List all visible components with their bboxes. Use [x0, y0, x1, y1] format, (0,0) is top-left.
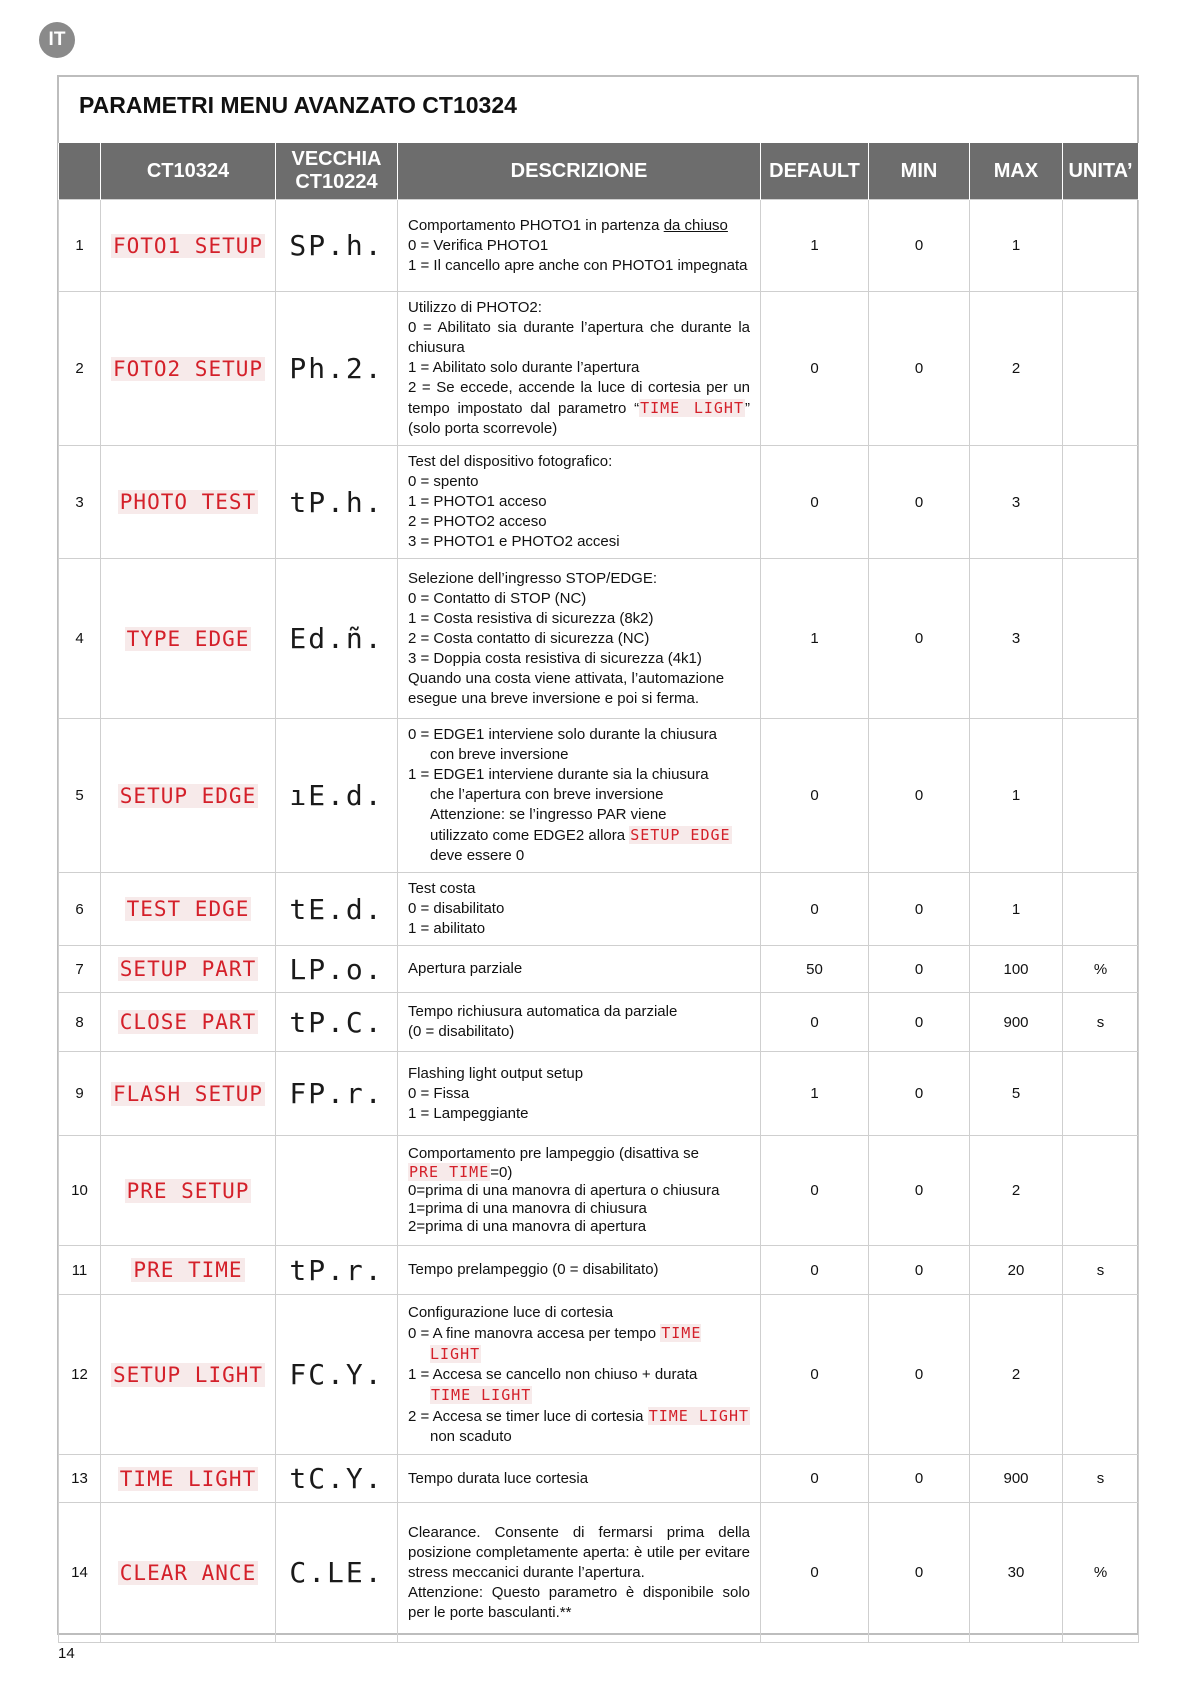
parameter-description: Apertura parziale: [398, 946, 761, 993]
table-row: [59, 946, 1139, 993]
unit-value: s: [1063, 1455, 1139, 1503]
header-description: DESCRIZIONE: [398, 143, 761, 200]
table-row: [59, 1136, 1139, 1246]
max-value: 20: [970, 1246, 1063, 1295]
unit-value: [1063, 1295, 1139, 1455]
parameter-description: Tempo prelampeggio (0 = disabilitato): [398, 1246, 761, 1295]
max-value: 2: [970, 1136, 1063, 1246]
parameter-display-code: CLEAR ANCE: [101, 1503, 276, 1643]
unit-value: [1063, 1136, 1139, 1246]
default-value: 1: [761, 1052, 869, 1136]
table-row: [59, 1455, 1139, 1503]
default-value: 0: [761, 1455, 869, 1503]
min-value: 0: [869, 292, 970, 446]
row-number: 13: [59, 1455, 101, 1503]
parameter-display-code: FOTO1 SETUP: [101, 200, 276, 292]
parameter-description: Clearance. Consente di fermarsi prima della posizione completamente aperta: è utile per evitare stress meccanici durante l’apertura. Attenzione: Questo parametro è disponibile solo per le porte basculanti.**: [398, 1503, 761, 1643]
legacy-code: tE.d.: [276, 873, 398, 946]
default-value: 0: [761, 719, 869, 873]
parameter-display-code: SETUP EDGE: [101, 719, 276, 873]
header-ct10324: CT10324: [101, 143, 276, 200]
parameter-display-code: SETUP LIGHT: [101, 1295, 276, 1455]
legacy-code: Ph.2.: [276, 292, 398, 446]
unit-value: [1063, 446, 1139, 559]
unit-value: %: [1063, 946, 1139, 993]
table-row: [59, 446, 1139, 559]
unit-value: [1063, 292, 1139, 446]
table-row: [59, 719, 1139, 873]
table-row: [59, 1503, 1139, 1643]
legacy-code: tC.Y.: [276, 1455, 398, 1503]
min-value: 0: [869, 946, 970, 993]
unit-value: %: [1063, 1503, 1139, 1643]
row-number: 12: [59, 1295, 101, 1455]
parameter-display-code: TYPE EDGE: [101, 559, 276, 719]
max-value: 100: [970, 946, 1063, 993]
parameter-display-code: PRE TIME: [101, 1246, 276, 1295]
unit-value: [1063, 873, 1139, 946]
legacy-code: tP.r.: [276, 1246, 398, 1295]
unit-value: s: [1063, 1246, 1139, 1295]
default-value: 0: [761, 1246, 869, 1295]
parameter-description: Utilizzo di PHOTO2: 0 = Abilitato sia durante l’apertura che durante la chiusura 1 = Abilitato solo durante l’apertura 2 = Se eccede, accende la luce di cortesia per un tempo impostato dal parametro “TIME LIGHT” (solo porta scorrevole): [398, 292, 761, 446]
default-value: 0: [761, 1295, 869, 1455]
page-title: PARAMETRI MENU AVANZATO CT10324: [79, 92, 517, 118]
table-row: [59, 200, 1139, 292]
row-number: 1: [59, 200, 101, 292]
min-value: 0: [869, 1136, 970, 1246]
parameter-description: Test costa 0 = disabilitato 1 = abilitato: [398, 873, 761, 946]
default-value: 50: [761, 946, 869, 993]
parameter-display-code: TIME LIGHT: [101, 1455, 276, 1503]
row-number: 2: [59, 292, 101, 446]
header-min: MIN: [869, 143, 970, 200]
max-value: 1: [970, 200, 1063, 292]
min-value: 0: [869, 1246, 970, 1295]
row-number: 3: [59, 446, 101, 559]
unit-value: [1063, 559, 1139, 719]
table-row: [59, 559, 1139, 719]
parameter-description: Test del dispositivo fotografico: 0 = spento 1 = PHOTO1 acceso 2 = PHOTO2 acceso 3 = PHOTO1 e PHOTO2 accesi: [398, 446, 761, 559]
parameter-display-code: FOTO2 SETUP: [101, 292, 276, 446]
header-unit: UNITA’: [1063, 143, 1139, 200]
header-default: DEFAULT: [761, 143, 869, 200]
parameter-description: Flashing light output setup 0 = Fissa 1 = Lampeggiante: [398, 1052, 761, 1136]
max-value: 900: [970, 1455, 1063, 1503]
max-value: 3: [970, 446, 1063, 559]
parameters-table: [58, 143, 1139, 1643]
row-number: 7: [59, 946, 101, 993]
parameter-description: Comportamento pre lampeggio (disattiva se PRE TIME=0) 0=prima di una manovra di apertura o chiusura 1=prima di una manovra di chiusura 2=prima di una manovra di apertura: [398, 1136, 761, 1246]
legacy-code: tP.h.: [276, 446, 398, 559]
min-value: 0: [869, 1052, 970, 1136]
default-value: 0: [761, 446, 869, 559]
legacy-code: SP.h.: [276, 200, 398, 292]
parameter-display-code: PHOTO TEST: [101, 446, 276, 559]
row-number: 9: [59, 1052, 101, 1136]
parameter-description: Tempo durata luce cortesia: [398, 1455, 761, 1503]
legacy-code: ıE.d.: [276, 719, 398, 873]
legacy-code: Ed.ñ.: [276, 559, 398, 719]
table-row: [59, 1052, 1139, 1136]
max-value: 5: [970, 1052, 1063, 1136]
max-value: 2: [970, 1295, 1063, 1455]
header-old-model: VECCHIA CT10224: [276, 143, 398, 200]
parameter-display-code: FLASH SETUP: [101, 1052, 276, 1136]
parameter-display-code: TEST EDGE: [101, 873, 276, 946]
page-number: 14: [58, 1645, 75, 1662]
min-value: 0: [869, 1503, 970, 1643]
parameter-display-code: SETUP PART: [101, 946, 276, 993]
parameter-description: Comportamento PHOTO1 in partenza da chiuso 0 = Verifica PHOTO1 1 = Il cancello apre anche con PHOTO1 impegnata: [398, 200, 761, 292]
row-number: 5: [59, 719, 101, 873]
min-value: 0: [869, 559, 970, 719]
max-value: 3: [970, 559, 1063, 719]
unit-value: [1063, 1052, 1139, 1136]
table-row: [59, 873, 1139, 946]
min-value: 0: [869, 1455, 970, 1503]
default-value: 0: [761, 1503, 869, 1643]
legacy-code: C.LE.: [276, 1503, 398, 1643]
row-number: 10: [59, 1136, 101, 1246]
parameter-description: Configurazione luce di cortesia 0 = A fine manovra accesa per tempo TIME LIGHT 1 = Accesa se cancello non chiuso + durata TIME LIGHT 2 = Accesa se timer luce di cortesia TIME LIGHT non scaduto: [398, 1295, 761, 1455]
default-value: 1: [761, 200, 869, 292]
table-row: [59, 993, 1139, 1052]
max-value: 1: [970, 873, 1063, 946]
default-value: 0: [761, 873, 869, 946]
min-value: 0: [869, 1295, 970, 1455]
unit-value: [1063, 200, 1139, 292]
row-number: 14: [59, 1503, 101, 1643]
language-badge: IT: [39, 22, 75, 58]
default-value: 0: [761, 993, 869, 1052]
row-number: 8: [59, 993, 101, 1052]
header-max: MAX: [970, 143, 1063, 200]
legacy-code: FC.Y.: [276, 1295, 398, 1455]
max-value: 2: [970, 292, 1063, 446]
default-value: 0: [761, 1136, 869, 1246]
min-value: 0: [869, 873, 970, 946]
parameter-description: Tempo richiusura automatica da parziale (0 = disabilitato): [398, 993, 761, 1052]
table-row: [59, 1246, 1139, 1295]
min-value: 0: [869, 993, 970, 1052]
min-value: 0: [869, 200, 970, 292]
unit-value: [1063, 719, 1139, 873]
default-value: 0: [761, 292, 869, 446]
parameter-display-code: PRE SETUP: [101, 1136, 276, 1246]
parameter-description: 0 = EDGE1 interviene solo durante la chiusura con breve inversione 1 = EDGE1 interviene durante sia la chiusura che l’apertura con breve inversione Attenzione: se l’ingresso PAR viene utilizzato come EDGE2 allora SETUP EDGE deve essere 0: [398, 719, 761, 873]
header-number: [59, 143, 101, 200]
max-value: 30: [970, 1503, 1063, 1643]
row-number: 4: [59, 559, 101, 719]
legacy-code: LP.o.: [276, 946, 398, 993]
row-number: 11: [59, 1246, 101, 1295]
row-number: 6: [59, 873, 101, 946]
max-value: 1: [970, 719, 1063, 873]
table-row: [59, 292, 1139, 446]
unit-value: s: [1063, 993, 1139, 1052]
table-header-row: [59, 143, 1139, 200]
table-row: [59, 1295, 1139, 1455]
min-value: 0: [869, 446, 970, 559]
max-value: 900: [970, 993, 1063, 1052]
min-value: 0: [869, 719, 970, 873]
legacy-code: [276, 1136, 398, 1246]
parameter-display-code: CLOSE PART: [101, 993, 276, 1052]
default-value: 1: [761, 559, 869, 719]
legacy-code: tP.C.: [276, 993, 398, 1052]
legacy-code: FP.r.: [276, 1052, 398, 1136]
parameter-description: Selezione dell’ingresso STOP/EDGE: 0 = Contatto di STOP (NC) 1 = Costa resistiva di sicurezza (8k2) 2 = Costa contatto di sicurezza (NC) 3 = Doppia costa resistiva di sicurezza (4k1) Quando una costa viene attivata, l’automazione esegue una breve inversione e poi si ferma.: [398, 559, 761, 719]
